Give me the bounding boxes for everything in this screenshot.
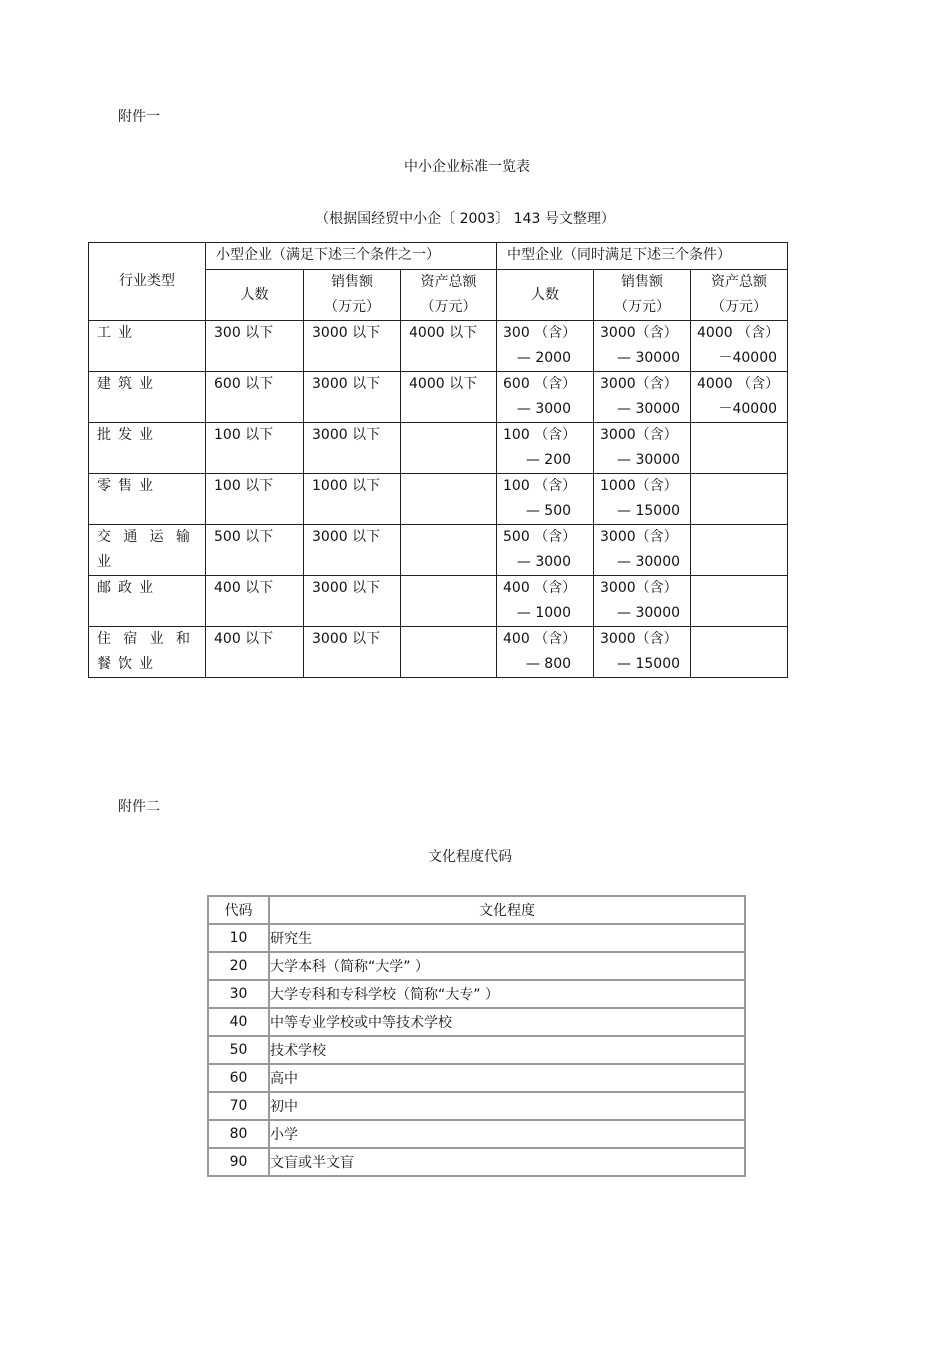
cell-small-sales: 3000 以下 — [304, 423, 401, 474]
cell-industry-type — [89, 474, 206, 525]
medium-sales-line1: 3000（含） — [600, 580, 678, 596]
cell-education-level: 初中 — [269, 1092, 745, 1120]
cell-medium-sales — [594, 576, 691, 627]
cell-education-level: 小学 — [269, 1120, 745, 1148]
cell-education-level: 高中 — [269, 1064, 745, 1092]
cell-education-level: 技术学校 — [269, 1036, 745, 1064]
industry-type-text: 工业 — [97, 325, 139, 341]
cell-small-emp: 400 以下 — [206, 627, 304, 678]
medium-emp-line1: 300 （含） — [503, 325, 577, 341]
header-small-employees: 人数 — [206, 270, 304, 321]
header-education-level: 文化程度 — [269, 896, 745, 924]
header-small-enterprise: 小型企业（满足下述三个条件之一） — [206, 243, 497, 270]
table-row — [208, 924, 745, 952]
industry-type-text: 批发业 — [97, 427, 160, 443]
cell-medium-sales — [594, 627, 691, 678]
cell-code: 70 — [208, 1092, 269, 1120]
cell-small-emp: 500 以下 — [206, 525, 304, 576]
attachment2-label: 附件二 — [118, 799, 160, 815]
cell-medium-emp — [497, 525, 594, 576]
header-medium-sales — [594, 270, 691, 321]
header-code: 代码 — [208, 896, 269, 924]
cell-small-assets: 4000 以下 — [401, 372, 497, 423]
attachment1-subtitle: （根据国经贸中小企〔 2003〕 143 号文整理） — [315, 211, 615, 227]
cell-small-emp: 100 以下 — [206, 474, 304, 525]
medium-emp-line2: — 3000 — [516, 401, 572, 417]
header-small-sales — [304, 270, 401, 321]
cell-education-level: 文盲或半文盲 — [269, 1148, 745, 1176]
medium-sales-line1: 3000（含） — [600, 427, 678, 443]
cell-small-assets: 4000 以下 — [401, 321, 497, 372]
medium-emp-line2: — 1000 — [516, 605, 572, 621]
header-medium-sales-l1: 销售额 — [621, 274, 664, 290]
medium-emp-line2: — 3000 — [516, 554, 572, 570]
cell-education-level: 中等专业学校或中等技术学校 — [269, 1008, 745, 1036]
cell-medium-assets — [691, 576, 788, 627]
cell-industry-type — [89, 525, 206, 576]
cell-medium-assets — [691, 372, 788, 423]
table-row — [89, 525, 788, 576]
cell-small-sales: 3000 以下 — [304, 372, 401, 423]
medium-assets-line2: －40000 — [718, 401, 778, 417]
cell-code: 90 — [208, 1148, 269, 1176]
cell-small-emp: 300 以下 — [206, 321, 304, 372]
header-small-assets — [401, 270, 497, 321]
cell-medium-emp — [497, 474, 594, 525]
medium-sales-line1: 3000（含） — [600, 376, 678, 392]
medium-emp-line1: 600 （含） — [503, 376, 577, 392]
medium-sales-line1: 3000（含） — [600, 325, 678, 341]
header-small-sales-l1: 销售额 — [331, 274, 373, 290]
cell-medium-emp — [497, 576, 594, 627]
cell-industry-type — [89, 423, 206, 474]
header-medium-sales-l2: （万元） — [614, 299, 671, 315]
cell-medium-emp — [497, 423, 594, 474]
medium-emp-line1: 400 （含） — [503, 631, 577, 647]
cell-small-assets — [401, 627, 497, 678]
table-row — [89, 474, 788, 525]
medium-emp-line1: 100 （含） — [503, 478, 577, 494]
medium-sales-line2: — 15000 — [617, 503, 681, 519]
cell-code: 10 — [208, 924, 269, 952]
cell-medium-emp — [497, 372, 594, 423]
medium-assets-line1: 4000 （含） — [697, 376, 780, 392]
medium-sales-line2: — 30000 — [617, 452, 681, 468]
cell-industry-type — [89, 627, 206, 678]
cell-code: 80 — [208, 1120, 269, 1148]
industry-type-text: 住宿业和餐饮业 — [97, 631, 197, 672]
cell-small-emp: 600 以下 — [206, 372, 304, 423]
header-medium-assets-l1: 资产总额 — [711, 274, 768, 290]
medium-assets-line2: －40000 — [718, 350, 778, 366]
cell-code: 40 — [208, 1008, 269, 1036]
enterprise-standards-table — [88, 242, 788, 678]
table-row — [208, 1092, 745, 1120]
cell-small-sales: 3000 以下 — [304, 627, 401, 678]
cell-education-level: 研究生 — [269, 924, 745, 952]
cell-education-level: 大学专科和专科学校（简称“大专” ） — [269, 980, 745, 1008]
cell-medium-assets — [691, 525, 788, 576]
medium-emp-line1: 400 （含） — [503, 580, 577, 596]
industry-type-text: 邮政业 — [97, 580, 160, 596]
cell-medium-sales — [594, 525, 691, 576]
medium-sales-line2: — 30000 — [617, 605, 681, 621]
cell-medium-assets — [691, 423, 788, 474]
cell-medium-assets — [691, 627, 788, 678]
header-industry-type: 行业类型 — [89, 243, 206, 321]
header-medium-assets-l2: （万元） — [711, 299, 768, 315]
medium-emp-line1: 100 （含） — [503, 427, 577, 443]
attachment1-title: 中小企业标准一览表 — [404, 159, 530, 175]
cell-medium-sales — [594, 372, 691, 423]
cell-medium-emp — [497, 627, 594, 678]
cell-medium-assets — [691, 321, 788, 372]
table-row — [208, 1148, 745, 1176]
cell-code: 20 — [208, 952, 269, 980]
medium-sales-line2: — 15000 — [617, 656, 681, 672]
medium-emp-line1: 500 （含） — [503, 529, 577, 545]
medium-emp-line2: — 2000 — [516, 350, 572, 366]
cell-small-sales: 3000 以下 — [304, 525, 401, 576]
table-row — [89, 423, 788, 474]
medium-sales-line2: — 30000 — [617, 554, 681, 570]
medium-emp-line2: — 200 — [525, 452, 572, 468]
medium-sales-line1: 1000（含） — [600, 478, 678, 494]
education-code-table — [207, 895, 746, 1177]
table-row — [89, 627, 788, 678]
medium-sales-line2: — 30000 — [617, 401, 681, 417]
cell-education-level: 大学本科（简称“大学” ） — [269, 952, 745, 980]
industry-type-text: 零售业 — [97, 478, 160, 494]
table-row — [89, 576, 788, 627]
table-row — [208, 952, 745, 980]
cell-code: 50 — [208, 1036, 269, 1064]
medium-sales-line1: 3000（含） — [600, 631, 678, 647]
cell-industry-type — [89, 576, 206, 627]
medium-sales-line1: 3000（含） — [600, 529, 678, 545]
header-small-sales-l2: （万元） — [324, 299, 380, 315]
cell-code: 30 — [208, 980, 269, 1008]
attachment2-title: 文化程度代码 — [428, 849, 512, 865]
cell-small-assets — [401, 525, 497, 576]
education-header-row — [208, 896, 745, 924]
medium-assets-line1: 4000 （含） — [697, 325, 780, 341]
cell-small-emp: 100 以下 — [206, 423, 304, 474]
header-row-group — [89, 243, 788, 270]
medium-sales-line2: — 30000 — [617, 350, 681, 366]
cell-medium-sales — [594, 321, 691, 372]
header-small-assets-l1: 资产总额 — [420, 274, 477, 290]
medium-emp-line2: — 800 — [525, 656, 572, 672]
header-medium-enterprise: 中型企业（同时满足下述三个条件） — [497, 243, 788, 270]
cell-small-emp: 400 以下 — [206, 576, 304, 627]
cell-industry-type — [89, 321, 206, 372]
industry-type-text: 建筑业 — [97, 376, 160, 392]
cell-medium-sales — [594, 474, 691, 525]
cell-small-sales: 3000 以下 — [304, 321, 401, 372]
table-row — [89, 372, 788, 423]
cell-small-assets — [401, 576, 497, 627]
table-row — [208, 1008, 745, 1036]
cell-small-sales: 1000 以下 — [304, 474, 401, 525]
cell-medium-sales — [594, 423, 691, 474]
cell-small-assets — [401, 423, 497, 474]
attachment1-label: 附件一 — [118, 109, 160, 125]
cell-small-sales: 3000 以下 — [304, 576, 401, 627]
cell-medium-assets — [691, 474, 788, 525]
table-row — [208, 1036, 745, 1064]
header-medium-employees: 人数 — [497, 270, 594, 321]
table-row — [208, 1120, 745, 1148]
cell-medium-emp — [497, 321, 594, 372]
industry-type-text: 交通运输业 — [97, 529, 197, 570]
cell-small-assets — [401, 474, 497, 525]
medium-emp-line2: — 500 — [525, 503, 572, 519]
header-small-assets-l2: （万元） — [420, 299, 477, 315]
cell-code: 60 — [208, 1064, 269, 1092]
cell-industry-type — [89, 372, 206, 423]
table-row — [208, 980, 745, 1008]
table-row — [208, 1064, 745, 1092]
header-medium-assets — [691, 270, 788, 321]
table-row — [89, 321, 788, 372]
